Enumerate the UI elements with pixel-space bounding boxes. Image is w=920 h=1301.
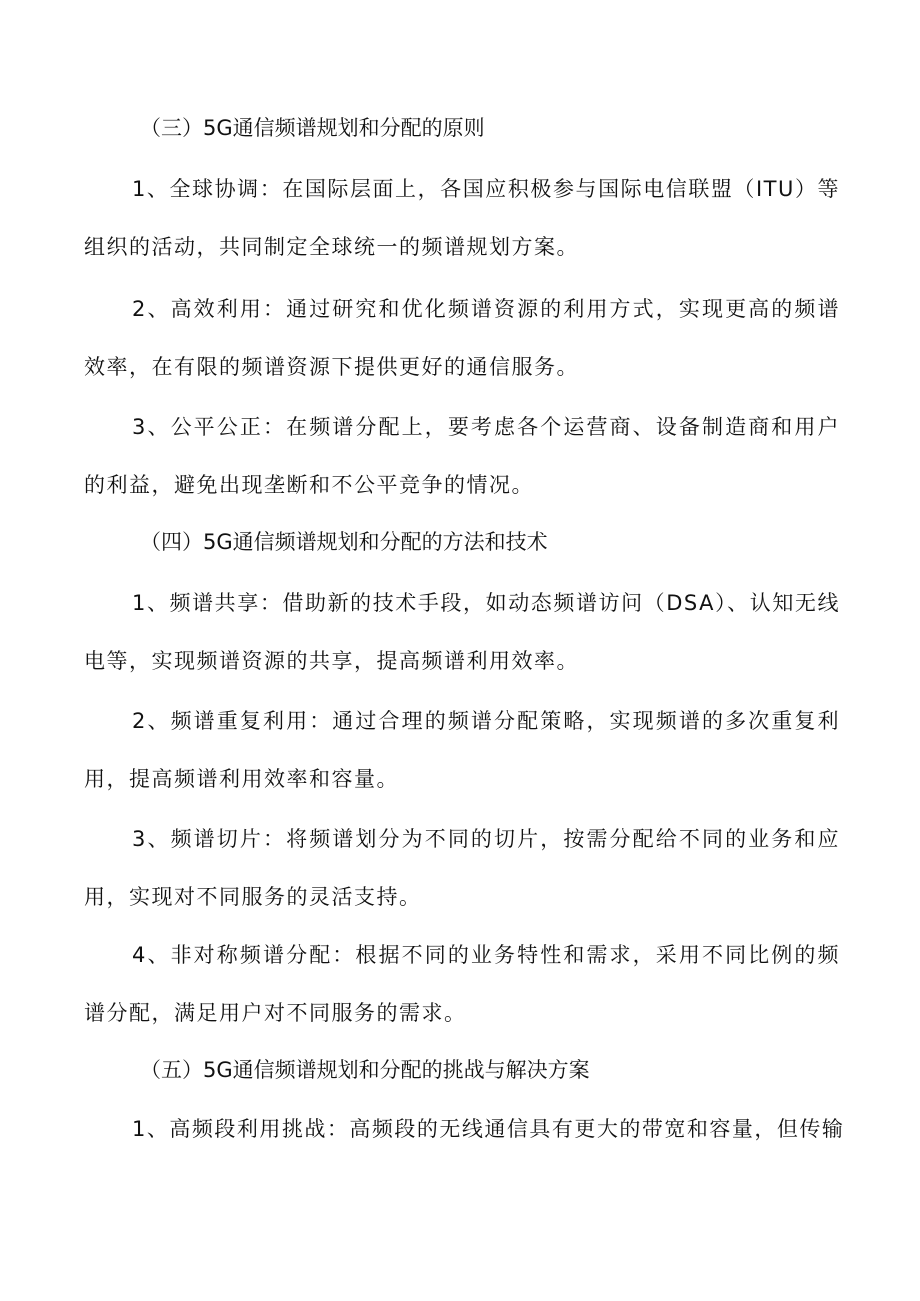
section-heading-3: （三）5G通信频谱规划和分配的原则 [140, 116, 485, 140]
paragraph-fairness: 3、公平公正：在频谱分配上，要考虑各个运营商、设备制造商和用户的利益，避免出现垄断和不公平竞争的情况。 [84, 415, 840, 497]
paragraph-spectrum-reuse: 2、频谱重复利用：通过合理的频谱分配策略，实现频谱的多次重复利用，提高频谱利用效率和容量。 [84, 709, 840, 791]
paragraph-spectrum-sharing: 1、频谱共享：借助新的技术手段，如动态频谱访问（DSA）、认知无线电等，实现频谱资源的共享，提高频谱利用效率。 [84, 591, 840, 673]
paragraph-efficient-use: 2、高效利用：通过研究和优化频谱资源的利用方式，实现更高的频谱效率，在有限的频谱资源下提供更好的通信服务。 [84, 297, 840, 379]
paragraph-high-band-challenge: 1、高频段利用挑战：高频段的无线通信具有更大的带宽和容量，但传输 [132, 1117, 845, 1141]
paragraph-asymmetric-allocation: 4、非对称频谱分配：根据不同的业务特性和需求，采用不同比例的频谱分配，满足用户对不同服务的需求。 [84, 943, 840, 1025]
section-heading-5: （五）5G通信频谱规划和分配的挑战与解决方案 [140, 1058, 590, 1082]
section-heading-4: （四）5G通信频谱规划和分配的方法和技术 [140, 530, 548, 554]
paragraph-spectrum-slicing: 3、频谱切片：将频谱划分为不同的切片，按需分配给不同的业务和应用，实现对不同服务的灵活支持。 [84, 827, 840, 909]
paragraph-global-coordination: 1、全球协调：在国际层面上，各国应积极参与国际电信联盟（ITU）等组织的活动，共同制定全球统一的频谱规划方案。 [84, 177, 840, 259]
